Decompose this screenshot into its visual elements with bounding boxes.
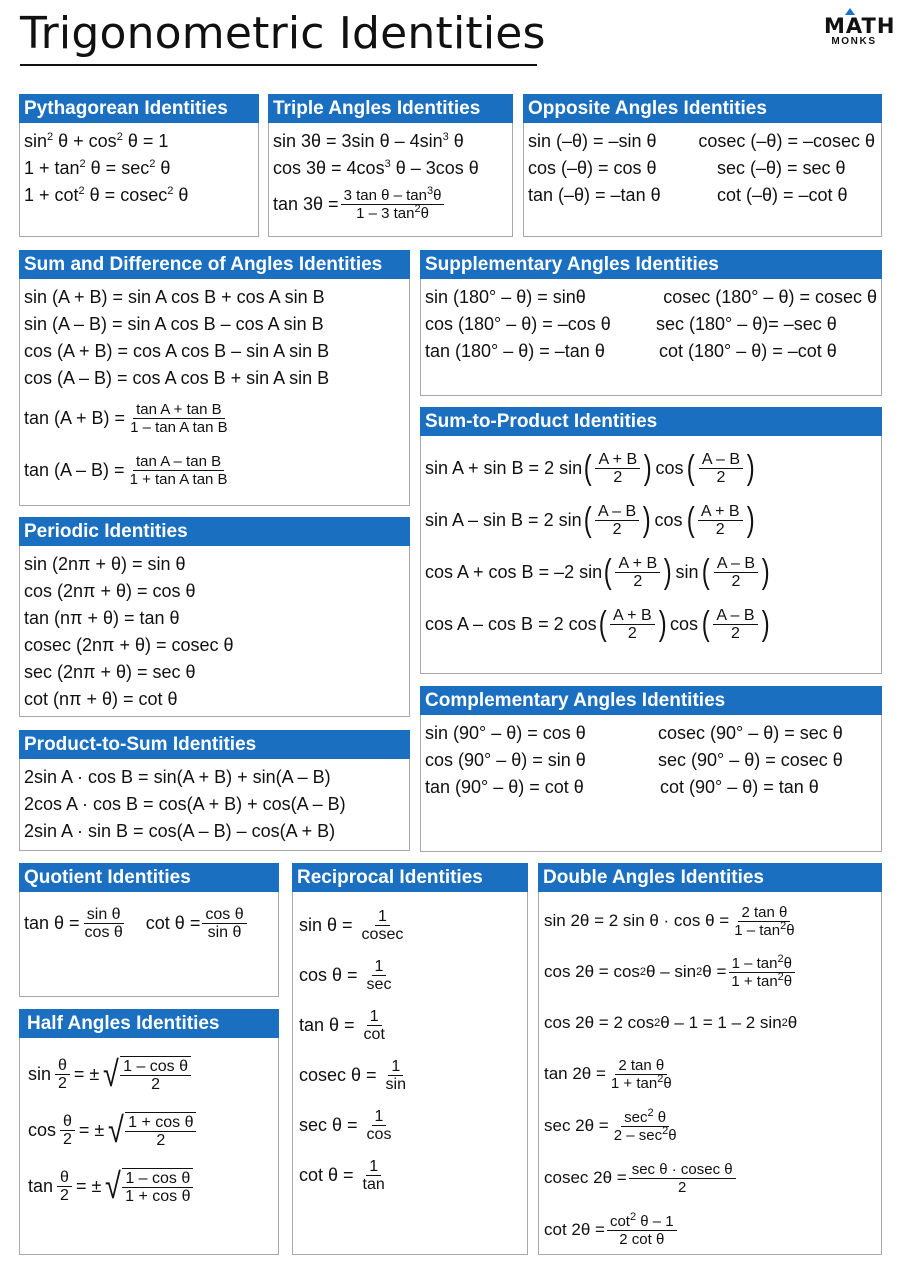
identity-line: $1 + \tan^2 \theta = \sec^2 \theta$	[24, 158, 171, 178]
periodic-heading: Periodic Identities	[19, 517, 410, 546]
periodic-box	[19, 517, 410, 717]
identity-line: sin A – sin B = 2 sin ( $\frac{A - B}{2}$ ) cos ( $\frac{A + B}{2}$ )	[425, 501, 755, 539]
identity-row: tan (–θ) = –tan θ cot (–θ) = –cot θ	[528, 185, 848, 205]
sum-difference-heading: Sum and Difference of Angles Identities	[19, 250, 410, 279]
identity-line: 2sin A · sin B = cos(A – B) – cos(A + B)	[24, 821, 336, 841]
supplementary-box	[420, 250, 882, 396]
identity-line: 2cos A · cos B = cos(A + B) + cos(A – B)	[24, 794, 346, 814]
sum-to-product-heading: Sum-to-Product Identities	[420, 407, 882, 436]
identity-line: tan (nπ + θ) = tan θ	[24, 608, 180, 628]
sum-to-product-box	[420, 407, 882, 674]
pythagorean-box	[19, 94, 259, 237]
identity-line: cot (nπ + θ) = cot θ	[24, 689, 178, 709]
identity-line: sin 3θ = 3sin θ – $4\sin^3$ θ	[273, 131, 464, 151]
title-underline	[20, 64, 537, 66]
identity-line: cosec 2θ = $\frac{\text{sec θ · cosec θ}}{2}$	[544, 1152, 877, 1204]
fraction: $\frac{3 \tan \theta - \tan^3\theta}{1 - 3 \tan^2\theta}$	[341, 187, 445, 222]
identity-line: sin (2nπ + θ) = sin θ	[24, 554, 186, 574]
identity-row: sin (180° – θ) = sinθ cosec (180° – θ) = cosec θ	[425, 287, 877, 307]
identity-line: sin 2θ = 2 sin θ · cos θ = $\frac{\text{2 tan θ}}{1 - \tan^2\theta}$	[544, 903, 795, 939]
identity-line: sec (2nπ + θ) = sec θ	[24, 662, 196, 682]
complementary-box	[420, 686, 882, 852]
identity-line: cos (A – B) = cos A cos B + sin A sin B	[24, 368, 330, 388]
opposite-heading: Opposite Angles Identities	[523, 94, 882, 123]
identity-line: cot θ = $\frac{1}{\tan}$	[299, 1157, 385, 1193]
identity-line: cos 2θ = 2 cos 2 θ – 1 = 1 – 2 sin 2 θ	[544, 1013, 798, 1032]
triple-heading: Triple Angles Identities	[268, 94, 513, 123]
identity-line: cos 2θ = cos 2 θ – sin 2 θ = $\frac{1 - \tan^2\theta}{1 + \tan^2\theta}$	[544, 946, 877, 998]
identity-row: cos (90° – θ) = sin θ sec (90° – θ) = cosec θ	[425, 750, 843, 770]
identity-row: sin (90° – θ) = cos θ cosec (90° – θ) = sec θ	[425, 723, 843, 743]
identity-row: cos (–θ) = cos θ sec (–θ) = sec θ	[528, 158, 846, 178]
identity-line: sin $\frac{\theta}{2}$ = ± √ $\frac{\text{1 – cos θ}}{2}$	[28, 1046, 274, 1102]
identity-line: cot 2θ = $\frac{\cot^2 \theta - 1}{\text{2 cot θ}}$	[544, 1204, 877, 1256]
identity-line: 2sin A · cos B = sin(A + B) + sin(A – B)	[24, 767, 331, 787]
sum-difference-box	[19, 250, 410, 506]
product-to-sum-heading: Product-to-Sum Identities	[19, 730, 410, 759]
supplementary-heading: Supplementary Angles Identities	[420, 250, 882, 279]
square-root-icon: √ $\frac{\text{1 – cos θ}}{\text{1 + cos θ}}$	[103, 1168, 193, 1205]
identity-line: sin (A – B) = sin A cos B – cos A sin B	[24, 314, 324, 334]
identity-line: cos θ = $\frac{1}{\sec}$	[299, 957, 392, 993]
identity-row: cos (180° – θ) = –cos θ sec (180° – θ)= –sec θ	[425, 314, 837, 334]
square-root-icon: √ $\frac{\text{1 – cos θ}}{2}$	[101, 1056, 191, 1093]
complementary-heading: Complementary Angles Identities	[420, 686, 882, 715]
identity-line: cos A + cos B = –2 sin ( $\frac{A + B}{2}$ ) sin ( $\frac{A - B}{2}$ )	[425, 553, 770, 591]
identity-line: $\cos 3\theta = 4\cos^3$ θ – 3cos θ	[273, 158, 479, 178]
pythagorean-heading: Pythagorean Identities	[19, 94, 259, 123]
identity-line: $1 + \cot^2 \theta = cosec^2$ θ	[24, 185, 189, 205]
page-title: Trigonometric Identities	[20, 8, 546, 59]
identity-line: tan 3θ = $\frac{3 \tan \theta - \tan^3\theta}{1 - 3 \tan^2\theta}$	[273, 182, 508, 226]
quotient-heading: Quotient Identities	[19, 863, 279, 892]
reciprocal-heading: Reciprocal Identities	[292, 863, 528, 892]
identity-line: tan 2θ = $\frac{\text{2 tan θ}}{1 + \tan^2\theta}$	[544, 1056, 672, 1092]
identity-line: sin A + sin B = 2 sin ( $\frac{A + B}{2}$ ) cos ( $\frac{A - B}{2}$ )	[425, 449, 755, 487]
identity-line: cos (2nπ + θ) = cos θ	[24, 581, 196, 601]
identity-line: cos (A + B) = cos A cos B – sin A sin B	[24, 341, 330, 361]
identity-row: tan (90° – θ) = cot θ cot (90° – θ) = tan θ	[425, 777, 819, 797]
quotient-box	[19, 863, 279, 997]
logo-line1: MATH	[824, 14, 896, 38]
identity-line: sec θ = $\frac{1}{\cos}$	[299, 1107, 392, 1143]
square-root-icon: √ $\frac{\text{1 + cos θ}}{2}$	[106, 1112, 196, 1149]
opposite-box	[523, 94, 882, 237]
identity-row: tan (180° – θ) = –tan θ cot (180° – θ) = –cot θ	[425, 341, 837, 361]
identity-line: sin θ = $\frac{1}{cosec}$	[299, 907, 404, 943]
identity-line: tan θ = $\frac{1}{\cot}$	[299, 1007, 385, 1043]
identity-line: cosec θ = $\frac{1}{\sin}$	[299, 1057, 406, 1093]
identity-line: tan (A + B) = $\frac{\text{tan A + tan B}}{\text{1 – tan A tan B}}$	[24, 400, 228, 436]
triple-box	[268, 94, 513, 237]
identity-line: cos $\frac{\theta}{2}$ = ± √ $\frac{\text{1 + cos θ}}{2}$	[28, 1102, 274, 1158]
double-angles-heading: Double Angles Identities	[538, 863, 882, 892]
identity-line: sec 2θ = $\frac{\sec^2 \theta}{2 - \sec^2\theta}$	[544, 1106, 677, 1144]
identity-line: sin (A + B) = sin A cos B + cos A sin B	[24, 287, 325, 307]
identity-line: tan (A – B) = $\frac{\text{tan A – tan B}}{\text{1 + tan A tan B}}$	[24, 452, 228, 488]
mathmonks-logo	[824, 14, 896, 47]
identity-line: tan θ = $\frac{\text{sin θ}}{\text{cos θ}}$ cot θ = $\frac{\text{cos θ}}{\text{sin θ}}$	[24, 906, 274, 941]
half-angles-heading: Half Angles Identities	[19, 1009, 279, 1038]
identity-line: tan $\frac{\theta}{2}$ = ± √ $\frac{\text{1 – cos θ}}{\text{1 + cos θ}}$	[28, 1158, 274, 1214]
identity-row: sin (–θ) = –sin θ cosec (–θ) = –cosec θ	[528, 131, 875, 151]
product-to-sum-box	[19, 730, 410, 851]
half-angles-box	[19, 1009, 279, 1255]
identity-line: $\sin^2 \theta + \cos^2 \theta = 1$	[24, 131, 169, 151]
logo-triangle-icon	[845, 8, 855, 15]
reciprocal-box	[292, 863, 528, 1255]
double-angles-box	[538, 863, 882, 1255]
logo-line2: MONKS	[831, 36, 877, 47]
identity-line: cos A – cos B = 2 cos ( $\frac{A + B}{2}$ ) cos ( $\frac{A - B}{2}$ )	[425, 605, 770, 643]
identity-line: cosec (2nπ + θ) = cosec θ	[24, 635, 234, 655]
